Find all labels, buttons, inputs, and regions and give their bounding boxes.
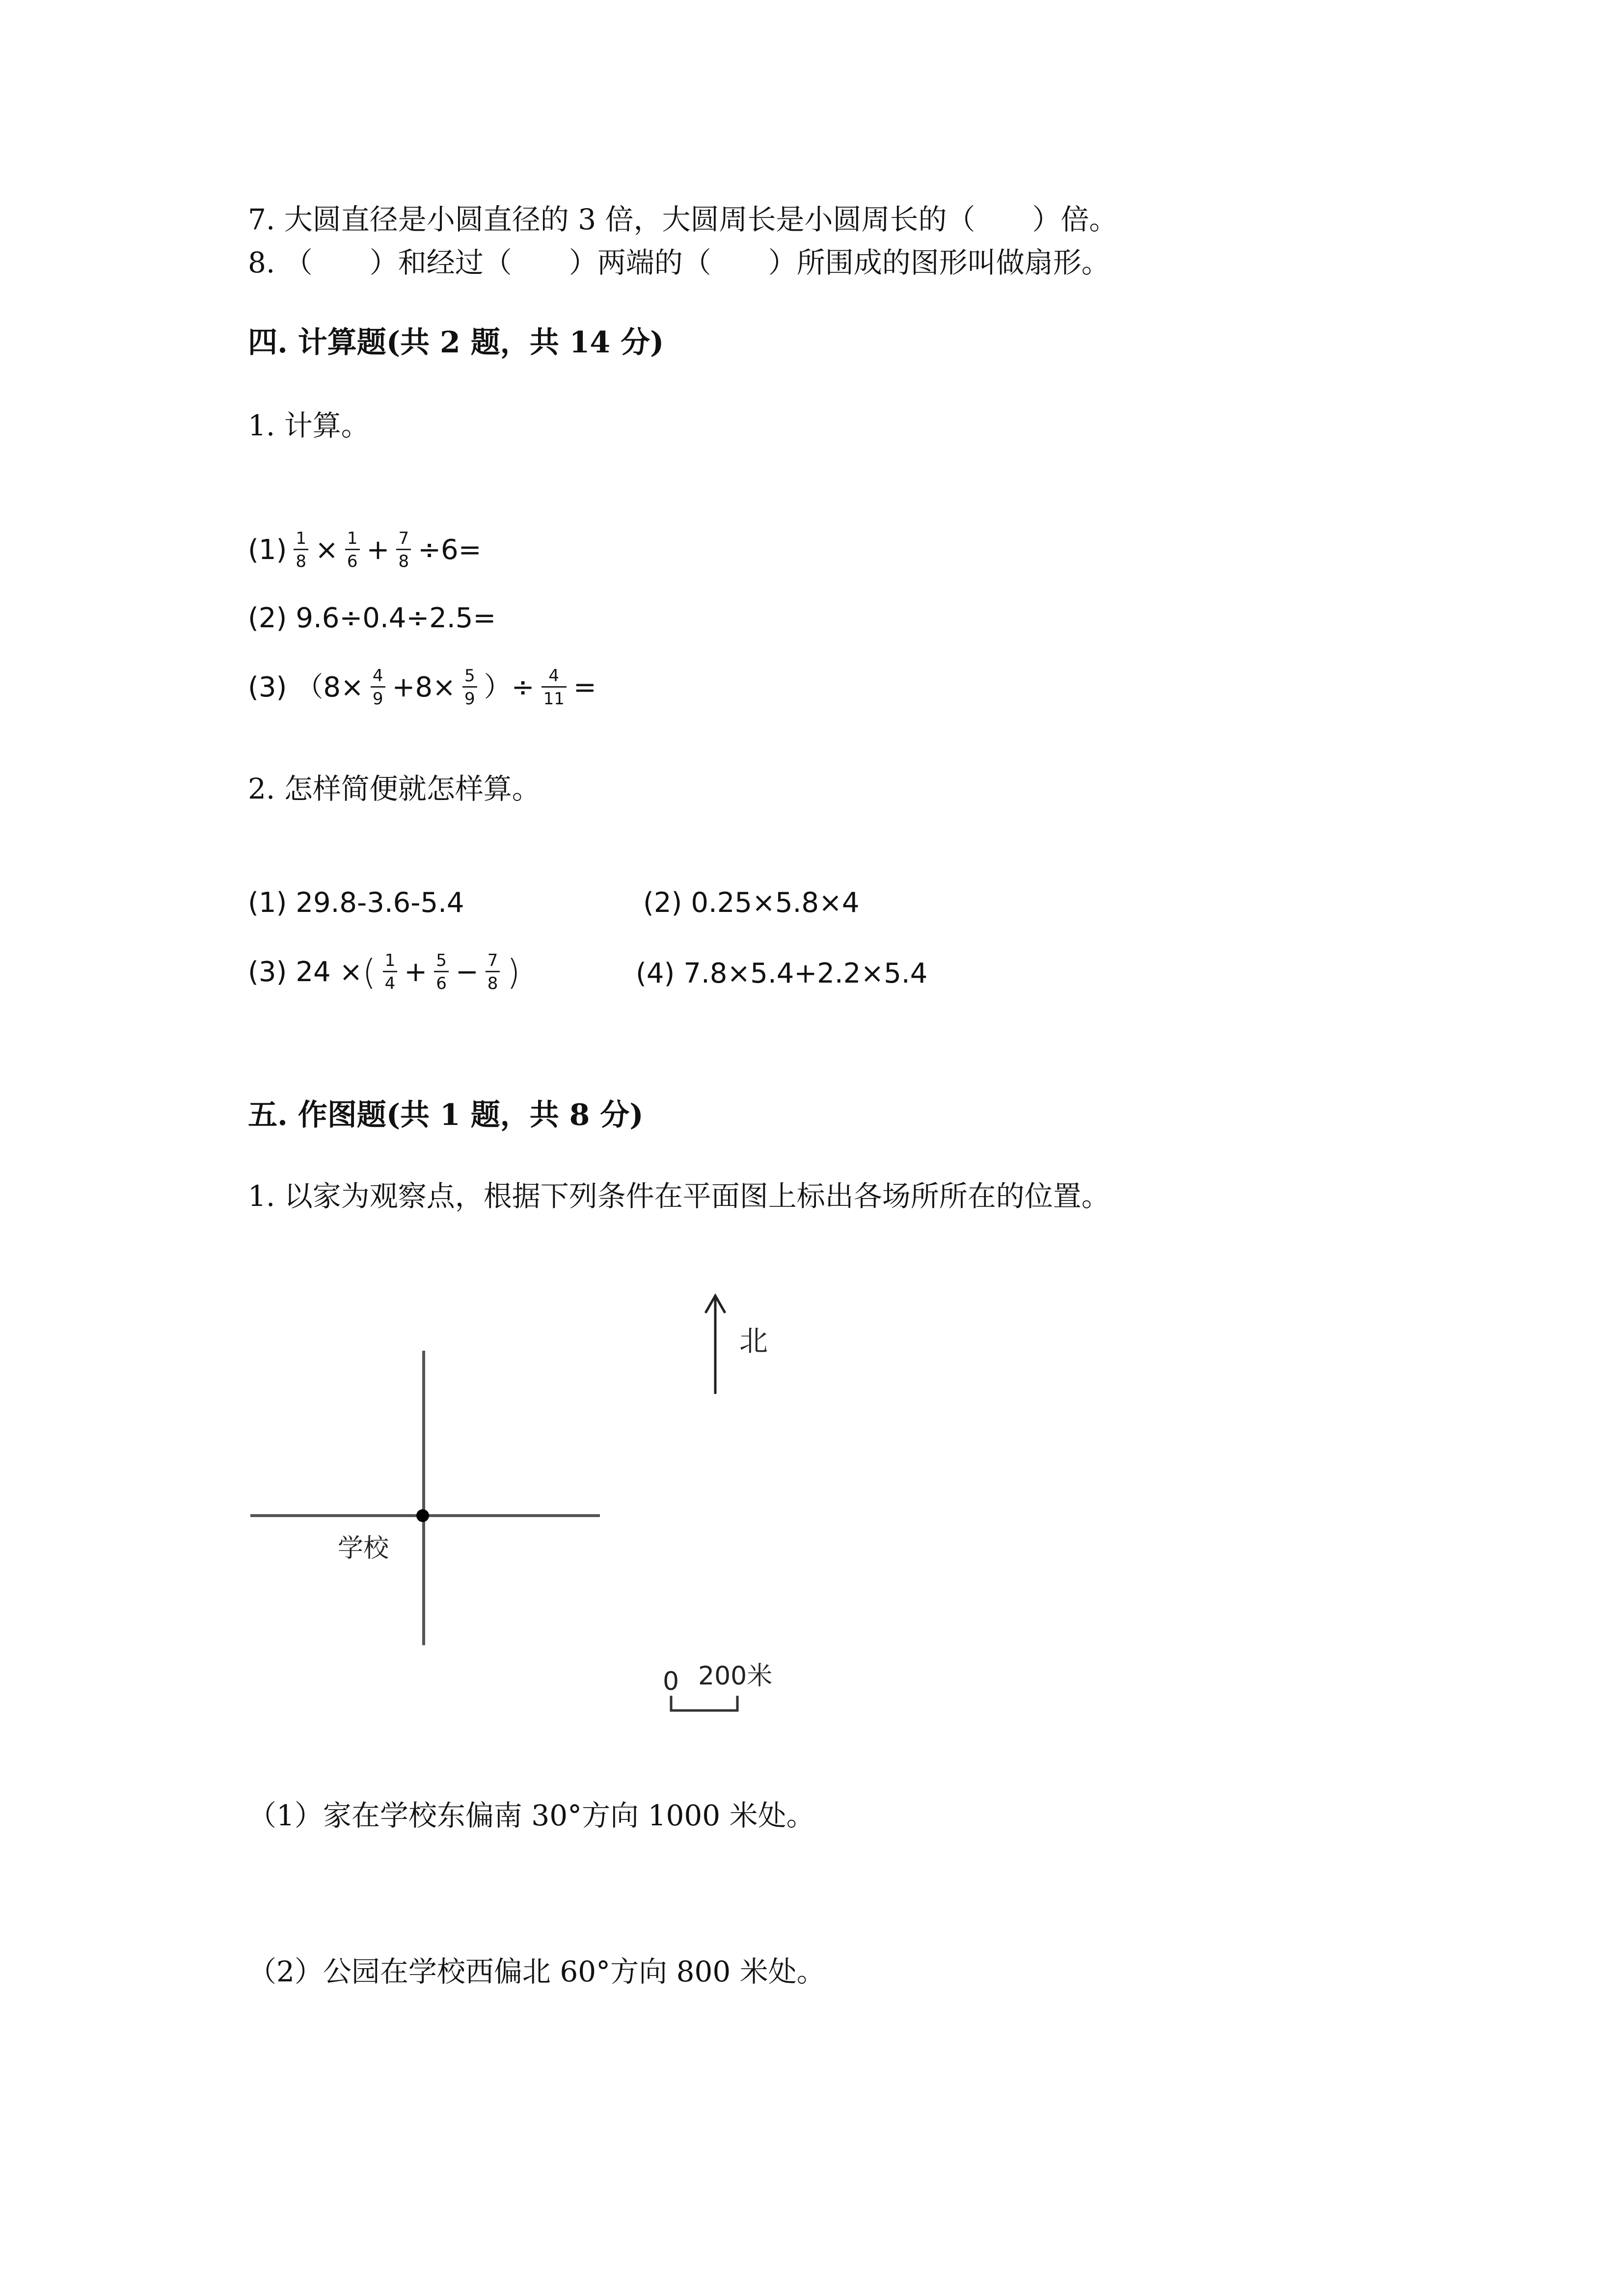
operator: × [315, 534, 338, 566]
scale-distance-label: 200米 [698, 1661, 773, 1691]
condition-2: （2）公园在学校西偏北 60°方向 800 米处。 [248, 1955, 825, 1988]
expression-close: ）÷ [484, 671, 535, 703]
simplify-prompt: 2. 怎样简便就怎样算。 [248, 772, 541, 805]
fraction: $\frac{1}{6}$ [345, 530, 360, 570]
north-arrow-icon [705, 1296, 725, 1394]
expression: 9.6÷0.4÷2.5= [296, 602, 496, 634]
calc-prompt: 1. 计算。 [248, 409, 370, 442]
item-label: (3) [248, 956, 287, 988]
expression-tail: ÷6= [418, 534, 482, 566]
question-8: 8. （ ）和经过（ ）两端的（ ）所围成的图形叫做扇形。 [248, 246, 1110, 279]
expression-pre: 24 × [296, 956, 363, 988]
expression: 0.25×5.8×4 [691, 887, 860, 919]
scale-zero-label: 0 [663, 1667, 679, 1696]
expression: 29.8-3.6-5.4 [296, 887, 464, 919]
north-label: 北 [739, 1324, 768, 1358]
question-7: 7. 大圆直径是小圆直径的 3 倍，大圆周长是小圆周长的（ ）倍。 [248, 203, 1118, 236]
school-point [416, 1509, 429, 1522]
expression-mid: +8× [392, 671, 456, 703]
paren-left: ( [362, 952, 376, 992]
fraction: $\frac{7}{8}$ [396, 530, 411, 570]
condition-1: （1）家在学校东偏南 30°方向 1000 米处。 [248, 1799, 815, 1832]
fraction: $\frac{7}{8}$ [486, 952, 500, 992]
drawing-prompt: 1. 以家为观察点，根据下列条件在平面图上标出各场所所在的位置。 [248, 1179, 1110, 1213]
paren-right: ) [507, 952, 520, 992]
fraction: $\frac{1}{4}$ [383, 952, 398, 992]
item-label: (3) [248, 671, 287, 703]
operator: + [404, 956, 428, 988]
expression: 7.8×5.4+2.2×5.4 [683, 958, 928, 989]
item-label: (1) [248, 887, 287, 919]
expression-open: （8× [296, 671, 364, 703]
fraction: $\frac{5}{9}$ [462, 667, 477, 707]
item-label: (1) [248, 534, 287, 566]
fraction: $\frac{4}{11}$ [541, 667, 567, 707]
fraction: $\frac{1}{8}$ [294, 530, 308, 570]
operator: + [366, 534, 390, 566]
section-5-title: 五. 作图题(共 1 题，共 8 分) [248, 1098, 644, 1132]
operator: − [455, 956, 479, 988]
section-4-title: 四. 计算题(共 2 题，共 14 分) [248, 325, 664, 360]
expression-tail: = [573, 671, 596, 703]
item-label: (2) [248, 602, 287, 634]
item-label: (4) [636, 958, 675, 989]
fraction: $\frac{4}{9}$ [371, 667, 385, 707]
school-label: 学校 [338, 1534, 389, 1563]
item-label: (2) [643, 887, 682, 919]
scale-bar [671, 1696, 737, 1710]
fraction: $\frac{5}{6}$ [434, 952, 449, 992]
